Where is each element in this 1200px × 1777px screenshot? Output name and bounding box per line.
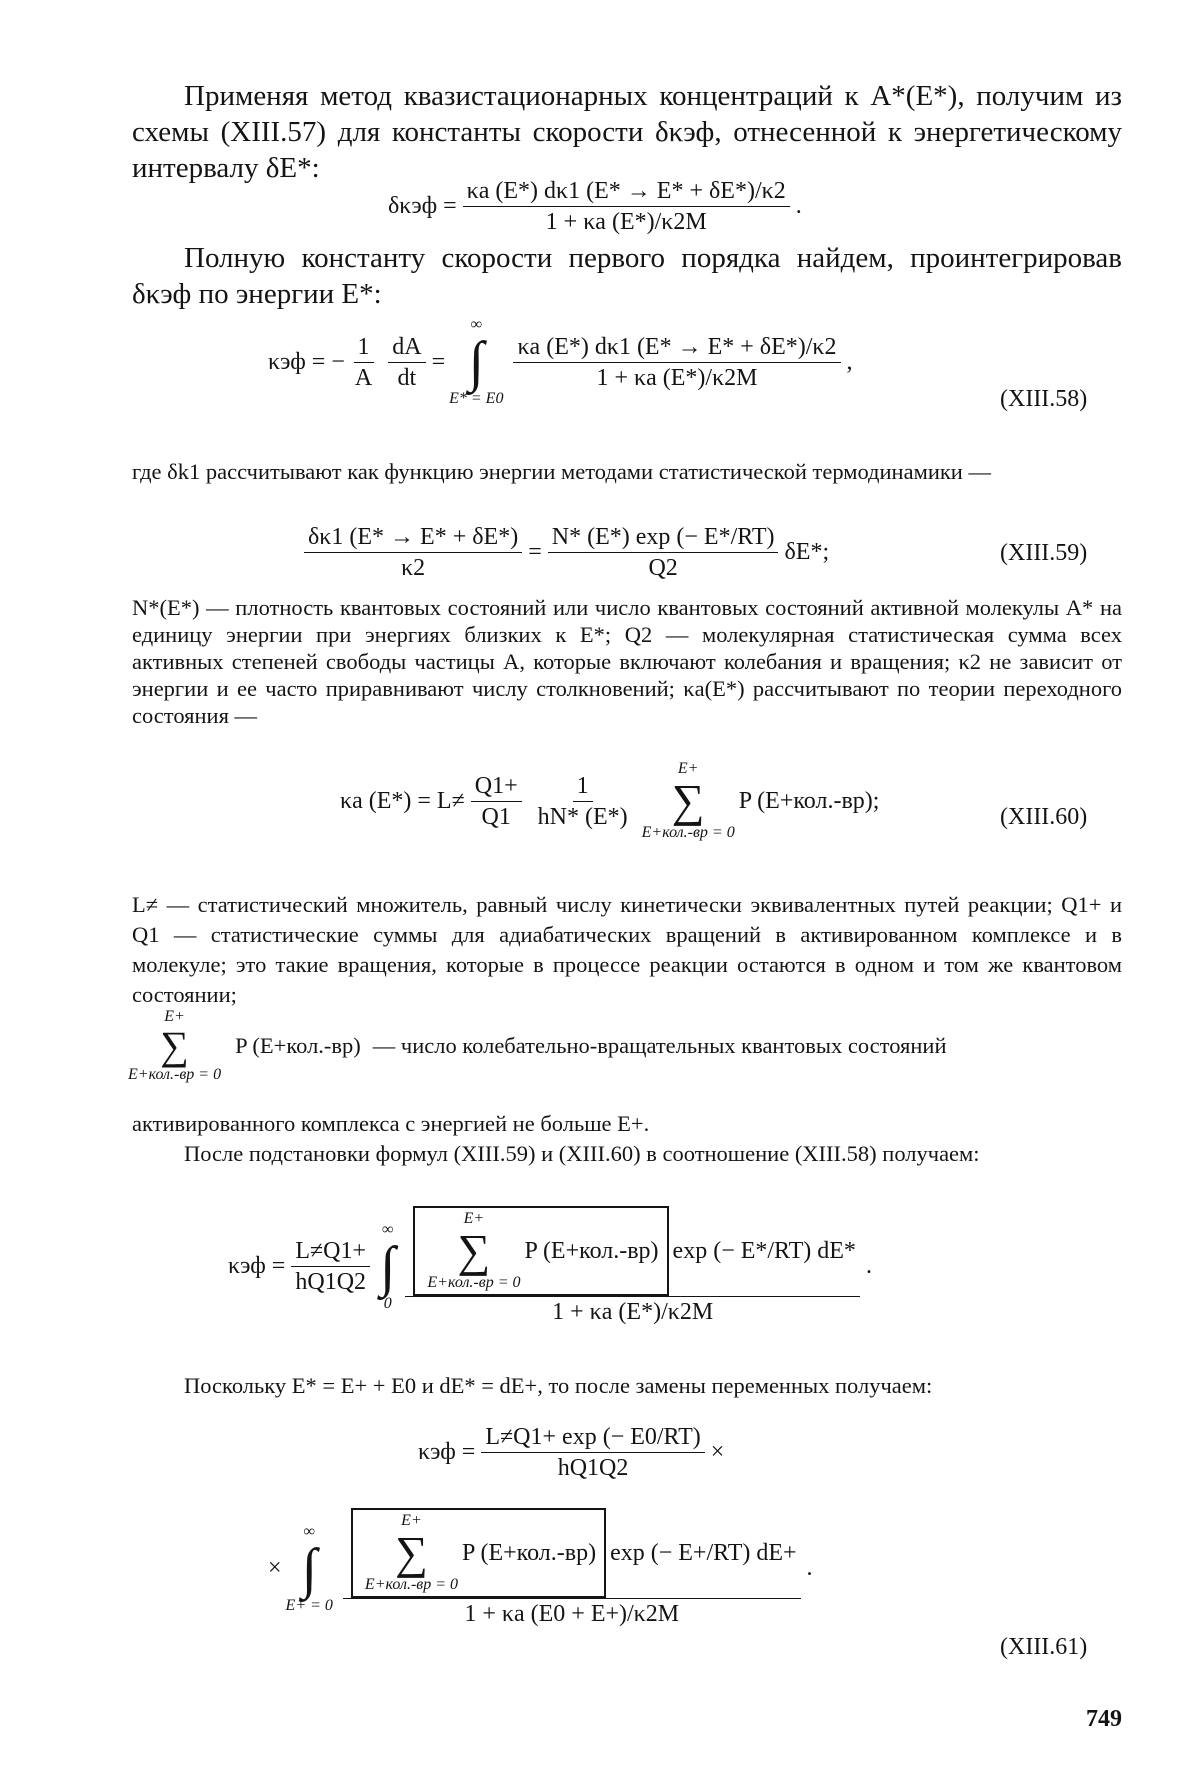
- integral-sign-icon: ∫: [380, 1235, 396, 1298]
- eq61a-tail: ×: [710, 1439, 725, 1465]
- eq61a-fraction: [481, 1422, 704, 1483]
- eq60-sum-lower: E+кол.-вр = 0: [641, 824, 735, 841]
- eq61b-int-lower: E+ = 0: [285, 1596, 333, 1614]
- equation-number-XIII-60: (XIII.60): [1000, 804, 1088, 830]
- inline-sum-term: P (E+кол.-вр): [235, 1033, 361, 1058]
- inline-sum-lower: E+кол.-вр = 0: [128, 1066, 222, 1083]
- eqmid-f1-denominator: hQ1Q2: [295, 1269, 367, 1295]
- eq60-sum: [642, 760, 735, 842]
- sigma-sign-icon: ∑: [395, 1527, 428, 1578]
- paragraph-activated-complex: активированного комплекса с энергией не больше E+.: [132, 1111, 650, 1136]
- inline-sum: [128, 1008, 221, 1084]
- eq1-fraction: [463, 176, 790, 237]
- eq59-equals: =: [528, 539, 542, 565]
- equation-XIII-60: [340, 760, 879, 842]
- paragraph-density-of-states: N*(E*) — плотность квантовых состояний или число квантовых состояний активной молекулы A* на единицу энергии при энергиях близких к E*; Q2 — молекулярная статистическая сумма всех активных степеней свободы частицы A, которые включают колебания и вращения; κ2 не зависит от энергии и ее часто приравнивают числу столкновений; κa(E*) рассчитывают по теории переходного состояния —: [132, 595, 1122, 728]
- eq61b-denominator: 1 + κa (E0 + E+)/κ2M: [464, 1601, 680, 1627]
- eqmid-tail: .: [865, 1253, 872, 1279]
- eq58-f1-denominator: A: [354, 364, 373, 391]
- eqmid-f2-denominator: 1 + κa (E*)/κ2M: [552, 1299, 714, 1325]
- eq59-f2-denominator: Q2: [648, 555, 678, 581]
- eq58-fraction-1: [351, 332, 376, 393]
- eq58-int-upper: ∞: [470, 316, 482, 333]
- equation-delta-kappa: [388, 176, 802, 237]
- eq60-lhs: κa (E*) = L≠: [340, 787, 465, 814]
- eq58-int-lower: E* = E0: [449, 390, 504, 407]
- eqmid-fraction-1: [291, 1236, 370, 1297]
- eq59-fraction-1: [304, 522, 522, 583]
- eq1-numerator: κa (E*) dκ1 (E* → E* + δE*)/κ2: [463, 176, 790, 207]
- eq60-sum-upper: E+: [677, 760, 699, 777]
- eq61b-int-upper: ∞: [303, 1522, 315, 1540]
- paragraph-quasistationary: Применяя метод квазистационарных концентраций к A*(E*), получим из схемы (XIII.57) для константы скорости δκэф, отнесенной к энергетическому интервалу δE*:: [132, 80, 1122, 184]
- equation-number-XIII-59: (XIII.59): [1000, 540, 1088, 566]
- eq1-lhs: δκэф =: [388, 193, 457, 219]
- eq58-tail: ,: [846, 348, 853, 375]
- sigma-sign-icon: ∑: [160, 1023, 189, 1068]
- eq61b-lead: ×: [268, 1555, 282, 1581]
- sigma-sign-icon: ∑: [457, 1225, 491, 1276]
- eq61b-sum-upper: E+: [401, 1512, 422, 1529]
- eq61a-numerator: L≠Q1+ exp (− E0/RT): [481, 1422, 704, 1453]
- paragraph-substitution: После подстановки формул (XIII.59) и (XIII.60) в соотношение (XIII.58) получаем:: [184, 1141, 980, 1166]
- eqmid-sum-lower: E+кол.-вр = 0: [427, 1274, 521, 1291]
- eq1-tail: .: [795, 193, 802, 219]
- eq59-f1-denominator: κ2: [401, 555, 426, 581]
- eq58-f2-denominator: dt: [397, 364, 417, 391]
- eq58-f1-numerator: 1: [354, 332, 374, 363]
- eqmid-int-lower: 0: [383, 1294, 392, 1312]
- integral-sign-icon: ∫: [301, 1537, 317, 1600]
- eq61b-integral: [286, 1523, 333, 1615]
- eqmid-sum: [427, 1210, 520, 1292]
- equation-XIII-61-part1: [418, 1422, 724, 1483]
- sigma-sign-icon: ∑: [671, 775, 705, 826]
- eqmid-fraction-2: [405, 1206, 860, 1327]
- eq61b-after: exp (− E+/RT) dE+: [610, 1540, 797, 1566]
- eqmid-sum-upper: E+: [463, 1210, 485, 1227]
- eq60-fraction-1: [471, 771, 522, 832]
- eq58-f3-numerator: κa (E*) dκ1 (E* → E* + δE*)/κ2: [513, 332, 840, 363]
- eq58-fraction-2: [388, 332, 425, 393]
- equation-XIII-61-part2: [268, 1508, 813, 1629]
- eqmid-f1-numerator: L≠Q1+: [291, 1236, 370, 1267]
- eq58-f3-denominator: 1 + κa (E*)/κ2M: [596, 364, 758, 391]
- eq61a-denominator: hQ1Q2: [557, 1455, 629, 1481]
- eq59-f1-numerator: δκ1 (E* → E* + δE*): [304, 522, 522, 553]
- equation-XIII-59: [298, 522, 829, 583]
- eq58-equals: =: [431, 348, 446, 375]
- eq60-f1-numerator: Q1+: [471, 771, 522, 802]
- equation-number-XIII-61: (XIII.61): [1000, 1634, 1088, 1660]
- paragraph-change-variables: Поскольку E* = E+ + E0 и dE* = dE+, то после замены переменных получаем:: [184, 1373, 933, 1398]
- eqmid-lhs: κэф =: [228, 1253, 286, 1279]
- eq61b-numerator: [343, 1508, 801, 1599]
- eq60-f2-numerator: 1: [573, 771, 593, 802]
- paragraph-states-count: — число колебательно-вращательных квантовых состояний: [372, 1033, 947, 1058]
- eqmid-bracket: [413, 1206, 668, 1296]
- equation-XIII-58: [268, 316, 853, 408]
- page-number: 749: [1086, 1706, 1122, 1732]
- eq61b-sum-lower: E+кол.-вр = 0: [364, 1576, 459, 1593]
- eq59-fraction-2: [548, 522, 779, 583]
- eq61b-fraction: [343, 1508, 801, 1629]
- equation-substituted: [228, 1206, 872, 1327]
- paragraph-delta-k1: где δk1 рассчитывают как функцию энергии методами статистической термодинамики —: [132, 459, 991, 484]
- integral-sign-icon: ∫: [468, 331, 484, 393]
- eq61b-bracket: [351, 1508, 606, 1598]
- eq58-f2-numerator: dA: [388, 332, 425, 363]
- paragraph-statistical-factor: L≠ — статистический множитель, равный числу кинетически эквивалентных путей реакции; Q1+ и Q1 — статистические суммы для адиабатических вращений в активированном комплексе и в молекуле; это такие вращения, которые в процессе реакции остаются в одном и том же квантовом состоянии;: [132, 892, 1122, 1007]
- eqmid-int-upper: ∞: [382, 1220, 394, 1238]
- equation-number-XIII-58: (XIII.58): [1000, 386, 1088, 412]
- eq1-denominator: 1 + κa (E*)/κ2M: [545, 209, 707, 235]
- eq61b-tail: .: [806, 1555, 813, 1581]
- eq60-term: P (E+кол.-вр);: [738, 787, 880, 814]
- paragraph-full-constant: Полную константу скорости первого порядка найдем, проинтегрировав δκэф по энергии E*:: [132, 242, 1122, 310]
- eqmid-after: exp (− E*/RT) dE*: [672, 1238, 856, 1264]
- eq59-f2-numerator: N* (E*) exp (− E*/RT): [548, 522, 779, 553]
- eq58-lhs: κэф = −: [268, 348, 345, 375]
- eq58-fraction-3: [513, 332, 840, 393]
- eq61b-sum: [365, 1512, 458, 1594]
- eq61b-term: P (E+кол.-вр): [462, 1540, 597, 1566]
- eqmid-term: P (E+кол.-вр): [524, 1238, 659, 1264]
- eq61a-lhs: κэф =: [418, 1439, 476, 1465]
- eq60-fraction-2: [534, 771, 632, 832]
- eq60-f2-denominator: hN* (E*): [537, 803, 628, 830]
- eq59-tail: δE*;: [784, 539, 830, 565]
- eq60-f1-denominator: Q1: [481, 803, 511, 830]
- eqmid-f2-numerator: [405, 1206, 860, 1297]
- eq58-integral: [449, 316, 503, 408]
- eqmid-integral: [380, 1221, 395, 1313]
- inline-sum-upper: E+: [164, 1008, 185, 1025]
- inline-sum-line: [124, 1008, 947, 1084]
